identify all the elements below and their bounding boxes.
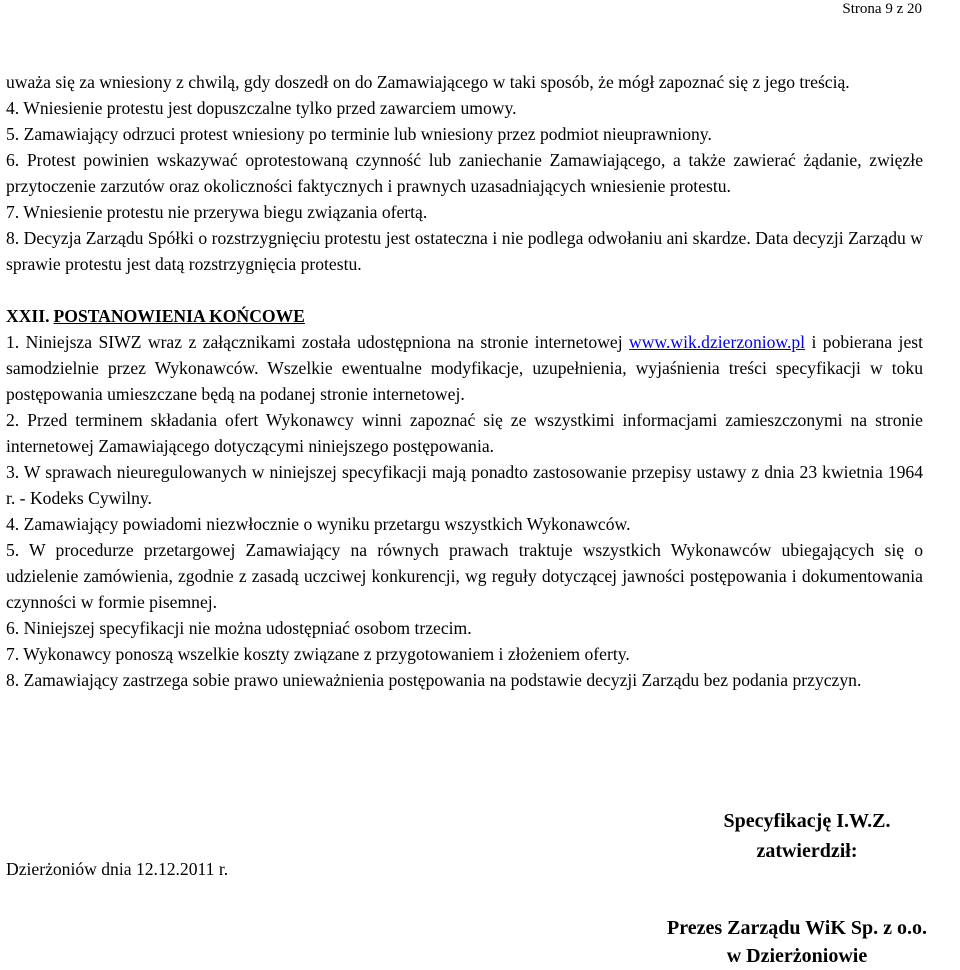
final-item-8: 8. Zamawiający zastrzega sobie prawo unieważnienia postępowania na podstawie decyzji Zarządu bez podania przyczyn. bbox=[6, 670, 862, 690]
section-heading bbox=[6, 303, 923, 329]
final-item-5: 5. W procedurze przetargowej Zamawiający na równych prawach traktuje wszystkich Wykonawców ubiegających się o udzielenie zamówienia, zgodnie z zasadą uczciwej konkurencji, wg reguły dotyczącej jawności postępowania i dokumentowania czynności w formie pisemnej. bbox=[6, 540, 923, 612]
approval-line-2: zatwierdził: bbox=[756, 840, 858, 862]
final-item-1-text-end: i pobierana jest samodzielnie przez Wykonawców. Wszelkie ewentualne modyfikacje, uzupełnienia, wyjaśnienia treści specyfikacji w toku postępowania umieszczane będą na podanej stronie internetowej. bbox=[6, 332, 923, 404]
section-number: XXII. bbox=[6, 306, 50, 326]
paragraph-protest-item-8: 8. Decyzja Zarządu Spółki o rozstrzygnięciu protestu jest ostateczna i nie podlega odwołaniu ani skardze. Data decyzji Zarządu w sprawie protestu jest datą rozstrzygnięcia protestu. bbox=[6, 228, 923, 274]
approval-block bbox=[700, 806, 914, 866]
date-line: Dzierżoniów dnia 12.12.2011 r. bbox=[6, 859, 229, 879]
final-item-7: 7. Wykonawcy ponoszą wszelkie koszty związane z przygotowaniem i złożeniem oferty. bbox=[6, 644, 630, 664]
paragraph-protest-item-5: 5. Zamawiający odrzuci protest wniesiony po terminie lub wniesiony przez podmiot nieuprawniony. bbox=[6, 124, 712, 144]
paragraph-protest-deemed-filed: uważa się za wniesiony z chwilą, gdy doszedł on do Zamawiającego w taki sposób, że mógł zapoznać się z jego treścią. bbox=[6, 72, 850, 92]
section-title: POSTANOWIENIA KOŃCOWE bbox=[53, 306, 305, 326]
final-item-6: 6. Niniejszej specyfikacji nie można udostępniać osobom trzecim. bbox=[6, 618, 472, 638]
final-item-4: 4. Zamawiający powiadomi niezwłocznie o wyniku przetargu wszystkich Wykonawców. bbox=[6, 514, 631, 534]
page-number: Strona 9 z 20 bbox=[842, 1, 922, 17]
signatory-line-1: Prezes Zarządu WiK Sp. z o.o. bbox=[667, 917, 927, 939]
signatory-block bbox=[636, 914, 958, 970]
paragraph-protest-item-6: 6. Protest powinien wskazywać oprotestowaną czynność lub zaniechanie Zamawiającego, a także zawierać żądanie, zwięzłe przytoczenie zarzutów oraz okoliczności faktycznych i prawnych uzasadniających wniesienie protestu. bbox=[6, 150, 923, 196]
document-body bbox=[6, 69, 923, 693]
paragraph-protest-item-7: 7. Wniesienie protestu nie przerywa biegu związania ofertą. bbox=[6, 202, 428, 222]
website-link[interactable]: www.wik.dzierzoniow.pl bbox=[629, 332, 806, 352]
final-item-3: 3. W sprawach nieuregulowanych w niniejszej specyfikacji mają ponadto zastosowanie przepisy ustawy z dnia 23 kwietnia 1964 r. - Kodeks Cywilny. bbox=[6, 462, 923, 508]
final-item-2: 2. Przed terminem składania ofert Wykonawcy winni zapoznać się ze wszystkimi informacjami zamieszczonymi na stronie internetowej Zamawiającego dotyczącymi niniejszego postępowania. bbox=[6, 410, 923, 456]
final-item-1-text-start: 1. Niniejsza SIWZ wraz z załącznikami została udostępniona na stronie internetowej bbox=[6, 332, 630, 352]
final-item-1 bbox=[6, 329, 923, 407]
approval-line-1: Specyfikację I.W.Z. bbox=[723, 810, 891, 832]
signatory-line-2: w Dzierżoniowie bbox=[726, 945, 868, 967]
paragraph-protest-item-4: 4. Wniesienie protestu jest dopuszczalne tylko przed zawarciem umowy. bbox=[6, 98, 517, 118]
